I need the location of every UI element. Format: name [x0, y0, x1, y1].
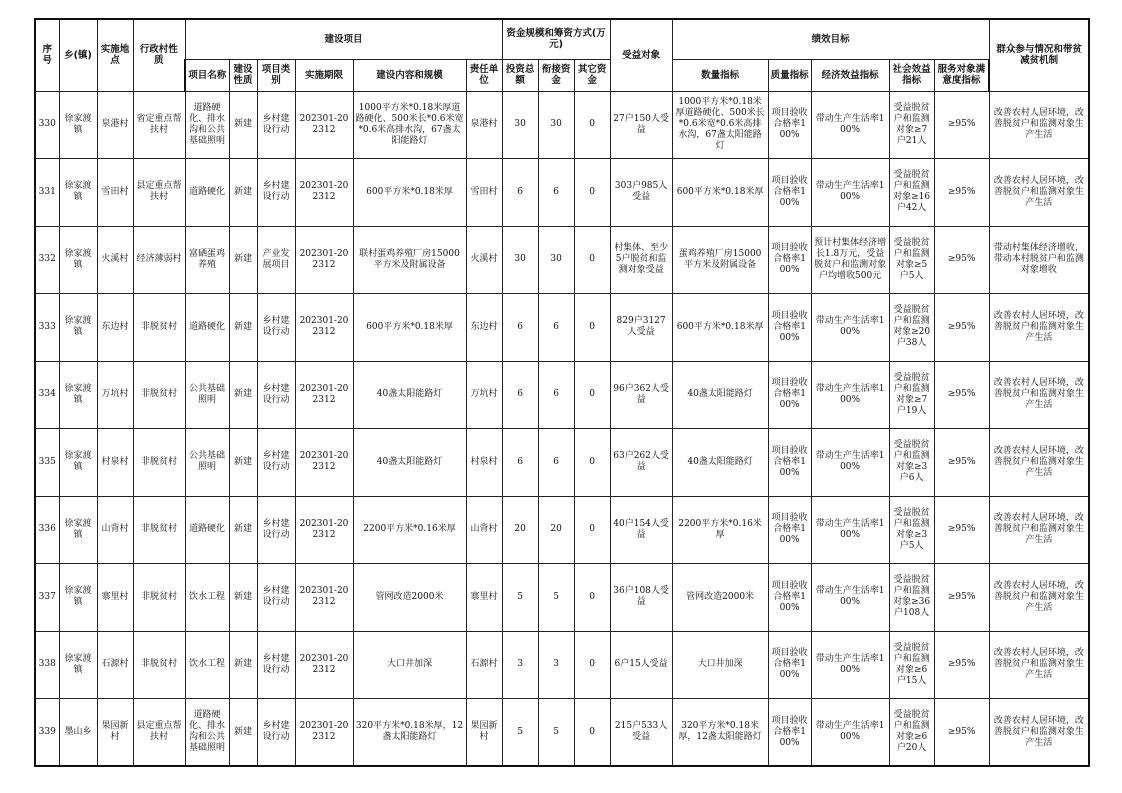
cell-connect: 6	[538, 429, 574, 497]
cell-quantity: 40盏太阳能路灯	[672, 429, 768, 497]
cell-nature: 新建	[229, 429, 257, 497]
cell-site: 泉港村	[97, 91, 133, 159]
cell-beneficiary: 27户150人受益	[610, 91, 672, 159]
cell-town: 徐家渡镇	[59, 564, 97, 632]
cell-project-name: 饮水工程	[185, 631, 229, 699]
header-funding-group: 资金规模和筹资方式(万元)	[502, 19, 610, 59]
cell-category: 乡村建设行动	[257, 159, 295, 227]
cell-nature: 新建	[229, 91, 257, 159]
cell-nature: 新建	[229, 631, 257, 699]
cell-period: 202301-202312	[295, 429, 353, 497]
cell-site: 东边村	[97, 294, 133, 362]
cell-period: 202301-202312	[295, 699, 353, 767]
cell-content: 600平方米*0.18米厚	[353, 294, 466, 362]
cell-period: 202301-202312	[295, 159, 353, 227]
cell-beneficiary: 40户154人受益	[610, 496, 672, 564]
cell-nature: 新建	[229, 361, 257, 429]
cell-quantity: 600平方米*0.18米厚	[672, 159, 768, 227]
cell-town: 徐家渡镇	[59, 159, 97, 227]
cell-satisfaction: ≥95%	[934, 429, 989, 497]
cell-project-name: 富硒蛋鸡养殖	[185, 226, 229, 294]
cell-nature: 新建	[229, 496, 257, 564]
cell-mechanism: 改善农村人居环境，改善脱贫户和监测对象生产生活	[989, 496, 1089, 564]
cell-town: 徐家渡镇	[59, 91, 97, 159]
cell-quality: 项目验收合格率100%	[768, 496, 811, 564]
header-town: 乡(镇)	[59, 19, 97, 91]
cell-village-type: 县定重点帮扶村	[133, 699, 185, 767]
cell-village-type: 非脱贫村	[133, 496, 185, 564]
header-social: 社会效益指标	[889, 59, 934, 91]
header-construction-group: 建设项目	[185, 19, 502, 59]
table-row	[35, 564, 1089, 632]
cell-category: 产业发展项目	[257, 226, 295, 294]
cell-satisfaction: ≥95%	[934, 631, 989, 699]
cell-project-name: 道路硬化	[185, 294, 229, 362]
cell-connect: 6	[538, 159, 574, 227]
table-row	[35, 91, 1089, 159]
cell-connect: 6	[538, 294, 574, 362]
table-row	[35, 496, 1089, 564]
table-row	[35, 361, 1089, 429]
header-quantity: 数量指标	[672, 59, 768, 91]
cell-unit: 泉港村	[466, 91, 502, 159]
cell-period: 202301-202312	[295, 361, 353, 429]
cell-nature: 新建	[229, 564, 257, 632]
cell-town: 徐家渡镇	[59, 226, 97, 294]
cell-mechanism: 改善农村人居环境，改善脱贫户和监测对象生产生活	[989, 159, 1089, 227]
cell-mechanism: 改善农村人居环境，改善脱贫户和监测对象生产生活	[989, 361, 1089, 429]
cell-quantity: 大口井加深	[672, 631, 768, 699]
cell-social: 受益脱贫户和监测对象≥20户38人	[889, 294, 934, 362]
cell-seq: 338	[35, 631, 59, 699]
cell-village-type: 非脱贫村	[133, 361, 185, 429]
header-unit: 责任单位	[466, 59, 502, 91]
cell-beneficiary: 215户533人受益	[610, 699, 672, 767]
cell-nature: 新建	[229, 226, 257, 294]
cell-quality: 项目验收合格率100%	[768, 91, 811, 159]
project-table	[34, 18, 1090, 767]
cell-category: 乡村建设行动	[257, 361, 295, 429]
cell-category: 乡村建设行动	[257, 294, 295, 362]
cell-unit: 东边村	[466, 294, 502, 362]
cell-economic: 带动生产生活率100%	[811, 564, 889, 632]
cell-beneficiary: 96户362人受益	[610, 361, 672, 429]
cell-quality: 项目验收合格率100%	[768, 429, 811, 497]
cell-mechanism: 改善农村人居环境，改善脱贫户和监测对象生产生活	[989, 564, 1089, 632]
header-village-type: 行政村性质	[133, 19, 185, 91]
cell-town: 徐家渡镇	[59, 361, 97, 429]
cell-quality: 项目验收合格率100%	[768, 159, 811, 227]
cell-content: 320平方米*0.18米厚，12盏太阳能路灯	[353, 699, 466, 767]
header-seq: 序号	[35, 19, 59, 91]
cell-village-type: 经济薄弱村	[133, 226, 185, 294]
cell-social: 受益脱贫户和监测对象≥16户42人	[889, 159, 934, 227]
cell-social: 受益脱贫户和监测对象≥5户5人	[889, 226, 934, 294]
cell-unit: 石源村	[466, 631, 502, 699]
cell-content: 管网改造2000米	[353, 564, 466, 632]
cell-mechanism: 改善农村人居环境，改善脱贫户和监测对象生产生活	[989, 91, 1089, 159]
header-nature: 建设性质	[229, 59, 257, 91]
header-economic: 经济效益指标	[811, 59, 889, 91]
header-other: 其它资金	[574, 59, 610, 91]
cell-economic: 带动生产生活率100%	[811, 496, 889, 564]
cell-social: 受益脱贫户和监测对象≥3户6人	[889, 429, 934, 497]
cell-connect: 3	[538, 631, 574, 699]
table-row	[35, 429, 1089, 497]
cell-other: 0	[574, 496, 610, 564]
cell-other: 0	[574, 631, 610, 699]
cell-economic: 带动生产生活率100%	[811, 429, 889, 497]
cell-seq: 336	[35, 496, 59, 564]
cell-period: 202301-202312	[295, 631, 353, 699]
cell-quality: 项目验收合格率100%	[768, 361, 811, 429]
cell-period: 202301-202312	[295, 294, 353, 362]
cell-town: 墨山乡	[59, 699, 97, 767]
cell-project-name: 公共基础照明	[185, 361, 229, 429]
cell-project-name: 道路硬化、排水沟和公共基础照明	[185, 699, 229, 767]
cell-project-name: 道路硬化、排水沟和公共基础照明	[185, 91, 229, 159]
cell-connect: 20	[538, 496, 574, 564]
project-table-sheet	[34, 18, 1090, 767]
cell-quantity: 管网改造2000米	[672, 564, 768, 632]
cell-quantity: 1000平方米*0.18米厚道路硬化、500米长*0.6米宽*0.6米高排水沟，67盏太阳能路灯	[672, 91, 768, 159]
header-quality: 质量指标	[768, 59, 811, 91]
cell-connect: 5	[538, 699, 574, 767]
cell-seq: 334	[35, 361, 59, 429]
cell-social: 受益脱贫户和监测对象≥3户5人	[889, 496, 934, 564]
cell-mechanism: 改善农村人居环境，改善脱贫户和监测对象生产生活	[989, 429, 1089, 497]
cell-period: 202301-202312	[295, 91, 353, 159]
cell-other: 0	[574, 361, 610, 429]
cell-economic: 预计村集体经济增长1.8万元，受益脱贫户和监测对象户均增收500元	[811, 226, 889, 294]
cell-satisfaction: ≥95%	[934, 496, 989, 564]
header-satisfaction: 服务对象满意度指标	[934, 59, 989, 91]
cell-unit: 火溪村	[466, 226, 502, 294]
header-mechanism: 群众参与情况和带贫减贫机制	[989, 19, 1089, 91]
cell-mechanism: 带动村集体经济增收，带动本村脱贫户和监测对象增收	[989, 226, 1089, 294]
cell-seq: 339	[35, 699, 59, 767]
cell-seq: 331	[35, 159, 59, 227]
table-row	[35, 294, 1089, 362]
header-project-name: 项目名称	[185, 59, 229, 91]
cell-project-name: 道路硬化	[185, 496, 229, 564]
cell-nature: 新建	[229, 294, 257, 362]
cell-content: 600平方米*0.18米厚	[353, 159, 466, 227]
header-connect: 衔接资金	[538, 59, 574, 91]
cell-other: 0	[574, 91, 610, 159]
cell-seq: 332	[35, 226, 59, 294]
cell-beneficiary: 36户108人受益	[610, 564, 672, 632]
header-total: 投资总额	[502, 59, 538, 91]
cell-site: 山背村	[97, 496, 133, 564]
cell-site: 雪田村	[97, 159, 133, 227]
cell-quantity: 320平方米*0.18米厚，12盏太阳能路灯	[672, 699, 768, 767]
cell-quantity: 2200平方米*0.16米厚	[672, 496, 768, 564]
cell-category: 乡村建设行动	[257, 91, 295, 159]
cell-village-type: 非脱贫村	[133, 429, 185, 497]
cell-site: 村泉村	[97, 429, 133, 497]
cell-other: 0	[574, 429, 610, 497]
cell-quality: 项目验收合格率100%	[768, 631, 811, 699]
cell-project-name: 公共基础照明	[185, 429, 229, 497]
cell-beneficiary: 829户3127人受益	[610, 294, 672, 362]
cell-total: 6	[502, 429, 538, 497]
cell-quality: 项目验收合格率100%	[768, 699, 811, 767]
cell-economic: 带动生产生活率100%	[811, 91, 889, 159]
cell-mechanism: 改善农村人居环境，改善脱贫户和监测对象生产生活	[989, 294, 1089, 362]
cell-town: 徐家渡镇	[59, 294, 97, 362]
cell-quality: 项目验收合格率100%	[768, 564, 811, 632]
cell-total: 6	[502, 361, 538, 429]
cell-beneficiary: 村集体、至少5户脱贫和监测对象受益	[610, 226, 672, 294]
table-row	[35, 699, 1089, 767]
cell-content: 大口井加深	[353, 631, 466, 699]
cell-unit: 果园新村	[466, 699, 502, 767]
cell-quality: 项目验收合格率100%	[768, 294, 811, 362]
cell-satisfaction: ≥95%	[934, 91, 989, 159]
cell-other: 0	[574, 159, 610, 227]
cell-beneficiary: 6户15人受益	[610, 631, 672, 699]
cell-total: 3	[502, 631, 538, 699]
cell-content: 40盏太阳能路灯	[353, 429, 466, 497]
cell-unit: 雪田村	[466, 159, 502, 227]
cell-quality: 项目验收合格率100%	[768, 226, 811, 294]
cell-period: 202301-202312	[295, 226, 353, 294]
cell-quantity: 600平方米*0.18米厚	[672, 294, 768, 362]
table-row	[35, 159, 1089, 227]
table-body	[35, 91, 1089, 766]
cell-beneficiary: 303户985人受益	[610, 159, 672, 227]
cell-total: 30	[502, 226, 538, 294]
cell-mechanism: 改善农村人居环境，改善脱贫户和监测对象生产生活	[989, 699, 1089, 767]
cell-total: 30	[502, 91, 538, 159]
cell-social: 受益脱贫户和监测对象≥6户15人	[889, 631, 934, 699]
cell-social: 受益脱贫户和监测对象≥7户19人	[889, 361, 934, 429]
cell-period: 202301-202312	[295, 496, 353, 564]
cell-other: 0	[574, 226, 610, 294]
cell-total: 6	[502, 159, 538, 227]
cell-site: 石源村	[97, 631, 133, 699]
cell-satisfaction: ≥95%	[934, 699, 989, 767]
cell-beneficiary: 63户262人受益	[610, 429, 672, 497]
header-beneficiary: 受益对象	[610, 19, 672, 91]
cell-category: 乡村建设行动	[257, 631, 295, 699]
cell-connect: 30	[538, 91, 574, 159]
cell-category: 乡村建设行动	[257, 429, 295, 497]
header-performance-group: 绩效目标	[672, 19, 989, 59]
cell-content: 1000平方米*0.18米厚道路硬化、500米长*0.6米宽*0.6米高排水沟，67盏太阳能路灯	[353, 91, 466, 159]
cell-economic: 带动生产生活率100%	[811, 159, 889, 227]
cell-seq: 333	[35, 294, 59, 362]
cell-category: 乡村建设行动	[257, 564, 295, 632]
cell-other: 0	[574, 294, 610, 362]
cell-economic: 带动生产生活率100%	[811, 361, 889, 429]
cell-content: 联村蛋鸡养殖厂房15000平方米及附属设备	[353, 226, 466, 294]
cell-nature: 新建	[229, 159, 257, 227]
cell-connect: 6	[538, 361, 574, 429]
cell-site: 寨里村	[97, 564, 133, 632]
cell-mechanism: 改善农村人居环境，改善脱贫户和监测对象生产生活	[989, 631, 1089, 699]
cell-social: 受益脱贫户和监测对象≥6户20人	[889, 699, 934, 767]
cell-satisfaction: ≥95%	[934, 564, 989, 632]
cell-unit: 寨里村	[466, 564, 502, 632]
cell-village-type: 非脱贫村	[133, 564, 185, 632]
cell-total: 6	[502, 294, 538, 362]
cell-site: 万坑村	[97, 361, 133, 429]
cell-village-type: 省定重点帮扶村	[133, 91, 185, 159]
cell-content: 2200平方米*0.16米厚	[353, 496, 466, 564]
table-row	[35, 631, 1089, 699]
cell-total: 5	[502, 699, 538, 767]
cell-project-name: 饮水工程	[185, 564, 229, 632]
cell-social: 受益脱贫户和监测对象≥7户21人	[889, 91, 934, 159]
cell-satisfaction: ≥95%	[934, 294, 989, 362]
cell-site: 火溪村	[97, 226, 133, 294]
cell-category: 乡村建设行动	[257, 699, 295, 767]
cell-content: 40盏太阳能路灯	[353, 361, 466, 429]
cell-unit: 山背村	[466, 496, 502, 564]
cell-connect: 30	[538, 226, 574, 294]
cell-category: 乡村建设行动	[257, 496, 295, 564]
cell-unit: 村泉村	[466, 429, 502, 497]
cell-seq: 330	[35, 91, 59, 159]
cell-town: 徐家渡镇	[59, 429, 97, 497]
cell-satisfaction: ≥95%	[934, 159, 989, 227]
cell-village-type: 县定重点帮扶村	[133, 159, 185, 227]
cell-other: 0	[574, 564, 610, 632]
cell-village-type: 非脱贫村	[133, 294, 185, 362]
cell-site: 果园新村	[97, 699, 133, 767]
cell-nature: 新建	[229, 699, 257, 767]
cell-project-name: 道路硬化	[185, 159, 229, 227]
header-period: 实施期限	[295, 59, 353, 91]
cell-satisfaction: ≥95%	[934, 361, 989, 429]
cell-seq: 337	[35, 564, 59, 632]
cell-satisfaction: ≥95%	[934, 226, 989, 294]
header-site: 实施地点	[97, 19, 133, 91]
cell-seq: 335	[35, 429, 59, 497]
cell-other: 0	[574, 699, 610, 767]
cell-total: 5	[502, 564, 538, 632]
cell-town: 徐家渡镇	[59, 631, 97, 699]
header-category: 项目类别	[257, 59, 295, 91]
header-content: 建设内容和规模	[353, 59, 466, 91]
cell-quantity: 蛋鸡养殖厂房15000平方米及附属设备	[672, 226, 768, 294]
table-row	[35, 226, 1089, 294]
cell-town: 徐家渡镇	[59, 496, 97, 564]
cell-unit: 万坑村	[466, 361, 502, 429]
cell-social: 受益脱贫户和监测对象≥36户108人	[889, 564, 934, 632]
cell-village-type: 非脱贫村	[133, 631, 185, 699]
cell-quantity: 40盏太阳能路灯	[672, 361, 768, 429]
cell-economic: 带动生产生活率100%	[811, 631, 889, 699]
cell-economic: 带动生产生活率100%	[811, 699, 889, 767]
cell-economic: 带动生产生活率100%	[811, 294, 889, 362]
cell-connect: 5	[538, 564, 574, 632]
cell-period: 202301-202312	[295, 564, 353, 632]
cell-total: 20	[502, 496, 538, 564]
